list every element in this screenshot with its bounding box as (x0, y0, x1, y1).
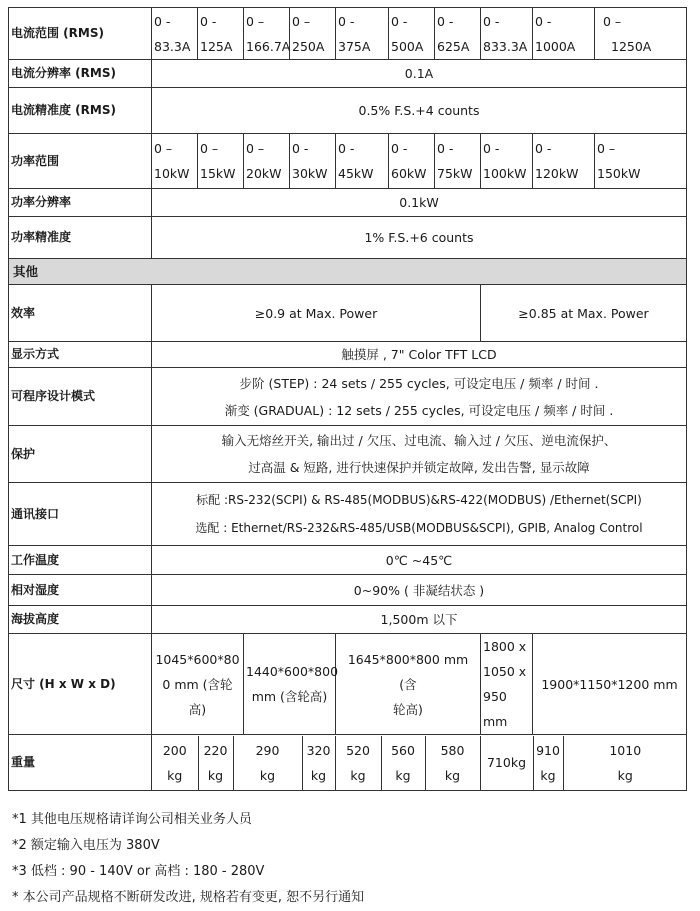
row-efficiency (9, 285, 687, 342)
power-range-cell: 0 - 75kW (435, 134, 481, 189)
label-size: 尺寸 (H x W x D) (9, 634, 152, 735)
row-interface (9, 483, 687, 546)
current-range-cell: 0 - 833.3A (481, 8, 533, 60)
current-range-cell: 0 – 166.7A (244, 8, 290, 60)
row-current-range (9, 8, 687, 60)
interface-line-1: 标配 :RS-232(SCPI) & RS-485(MODBUS)&RS-422(MODBUS) /Ethernet(SCPI) (196, 493, 642, 507)
size-value: 1800 x 1050 x 950 mm (481, 634, 533, 735)
weight-cell: 220 kg (198, 736, 233, 790)
protection-line-2: 过高温 & 短路, 进行快速保护并锁定故障, 发出告警, 显示故障 (248, 460, 590, 475)
power-resolution-value: 0.1kW (152, 189, 687, 217)
size-value: 1645*800*800 mm (含 轮高) (336, 634, 481, 735)
power-range-cell: 0 - 120kW (533, 134, 595, 189)
program-value (152, 368, 687, 426)
row-power-range (9, 134, 687, 189)
footnote: *1 其他电压规格请详询公司相关业务人员 (12, 812, 252, 827)
efficiency-value-1: ≥0.9 at Max. Power (152, 285, 481, 342)
label-current-accuracy: 电流精准度 (RMS) (9, 88, 152, 134)
footnote: * 本公司产品规格不断研发改进, 规格若有变更, 恕不另行通知 (12, 890, 365, 905)
altitude-value: 1,500m 以下 (152, 606, 687, 634)
row-temperature (9, 546, 687, 575)
power-range-cell: 0 – 150kW (595, 134, 687, 189)
row-altitude (9, 606, 687, 634)
weight-cell: 320 kg (302, 736, 335, 790)
label-humidity: 相对湿度 (9, 575, 152, 606)
row-power-accuracy (9, 217, 687, 259)
row-program (9, 368, 687, 426)
weight-cell: 710kg (480, 736, 533, 790)
label-interface: 通讯接口 (9, 483, 152, 546)
weight-subtable (152, 736, 687, 790)
power-range-cell: 0 - 100kW (481, 134, 533, 189)
program-line-2: 渐变 (GRADUAL) : 12 sets / 255 cycles, 可设定电压 / 频率 / 时间 . (224, 402, 614, 418)
current-range-cell: 0 - 1000A (533, 8, 595, 60)
spec-table (8, 7, 687, 791)
row-display (9, 342, 687, 368)
section-other-row (9, 259, 687, 285)
current-range-cell: 0 - 83.3A (152, 8, 198, 60)
weight-cell: 580 kg (425, 736, 480, 790)
size-value: 1045*600*80 0 mm (含轮 高) (152, 634, 244, 735)
row-humidity (9, 575, 687, 606)
row-protection (9, 426, 687, 483)
current-range-cell: 0 - 625A (435, 8, 481, 60)
size-value: 1900*1150*1200 mm (533, 634, 687, 735)
row-power-resolution (9, 189, 687, 217)
program-line-1: 步阶 (STEP) : 24 sets / 255 cycles, 可设定电压 / 频率 / 时间 . (239, 375, 599, 391)
label-display: 显示方式 (9, 342, 152, 368)
current-range-cell: 0 - 375A (336, 8, 389, 60)
section-other-title: 其他 (9, 259, 687, 285)
row-current-accuracy (9, 88, 687, 134)
size-value: 1440*600*800 mm (含轮高) (244, 634, 336, 735)
protection-line-1: 输入无熔丝开关, 输出过 / 欠压、过电流、输入过 / 欠压、逆电流保护、 (221, 433, 617, 448)
weight-cell: 520 kg (335, 736, 381, 790)
power-range-cell: 0 - 45kW (336, 134, 389, 189)
row-weight (9, 735, 687, 791)
label-efficiency: 效率 (9, 285, 152, 342)
label-power-range: 功率范围 (9, 134, 152, 189)
current-range-cell: 0 - 500A (389, 8, 435, 60)
current-resolution-value: 0.1A (152, 60, 687, 88)
humidity-value: 0~90% ( 非凝结状态 ) (152, 575, 687, 606)
temperature-value: 0℃ ~45℃ (152, 546, 687, 575)
footnote: *2 额定输入电压为 380V (12, 838, 160, 853)
weight-cell: 290 kg (233, 736, 302, 790)
current-range-cell: 0 – 250A (290, 8, 336, 60)
weight-cell: 910 kg (533, 736, 563, 790)
current-accuracy-value: 0.5% F.S.+4 counts (152, 88, 687, 134)
label-protection: 保护 (9, 426, 152, 483)
label-altitude: 海拔高度 (9, 606, 152, 634)
current-range-cell: 0 – 1250A (595, 8, 687, 60)
efficiency-value-2: ≥0.85 at Max. Power (481, 285, 687, 342)
weight-cell: 560 kg (381, 736, 425, 790)
power-accuracy-value: 1% F.S.+6 counts (152, 217, 687, 259)
weight-cell: 200 kg (152, 736, 198, 790)
weight-cell: 1010 kg (609, 742, 642, 783)
display-value: 触摸屏 , 7" Color TFT LCD (152, 342, 687, 368)
row-current-resolution (9, 60, 687, 88)
row-size (9, 634, 687, 735)
protection-value (152, 426, 687, 483)
power-range-cell: 0 - 30kW (290, 134, 336, 189)
power-range-cell: 0 – 20kW (244, 134, 290, 189)
current-range-cell: 0 - 125A (198, 8, 244, 60)
power-range-cell: 0 – 15kW (198, 134, 244, 189)
power-range-cell: 0 - 60kW (389, 134, 435, 189)
weight-values (152, 735, 687, 791)
label-current-resolution: 电流分辨率 (RMS) (9, 60, 152, 88)
label-program: 可程序设计模式 (9, 368, 152, 426)
interface-line-2: 选配 : Ethernet/RS-232&RS-485/USB(MODBUS&SCPI), GPIB, Analog Control (195, 521, 643, 535)
label-current-range: 电流范围 (RMS) (9, 8, 152, 60)
interface-value (152, 483, 687, 546)
label-temperature: 工作温度 (9, 546, 152, 575)
label-power-accuracy: 功率精准度 (9, 217, 152, 259)
label-power-resolution: 功率分辨率 (9, 189, 152, 217)
footnotes (12, 807, 364, 911)
footnote: *3 低档 : 90 - 140V or 高档 : 180 - 280V (12, 864, 265, 879)
label-weight: 重量 (9, 735, 152, 791)
power-range-cell: 0 – 10kW (152, 134, 198, 189)
